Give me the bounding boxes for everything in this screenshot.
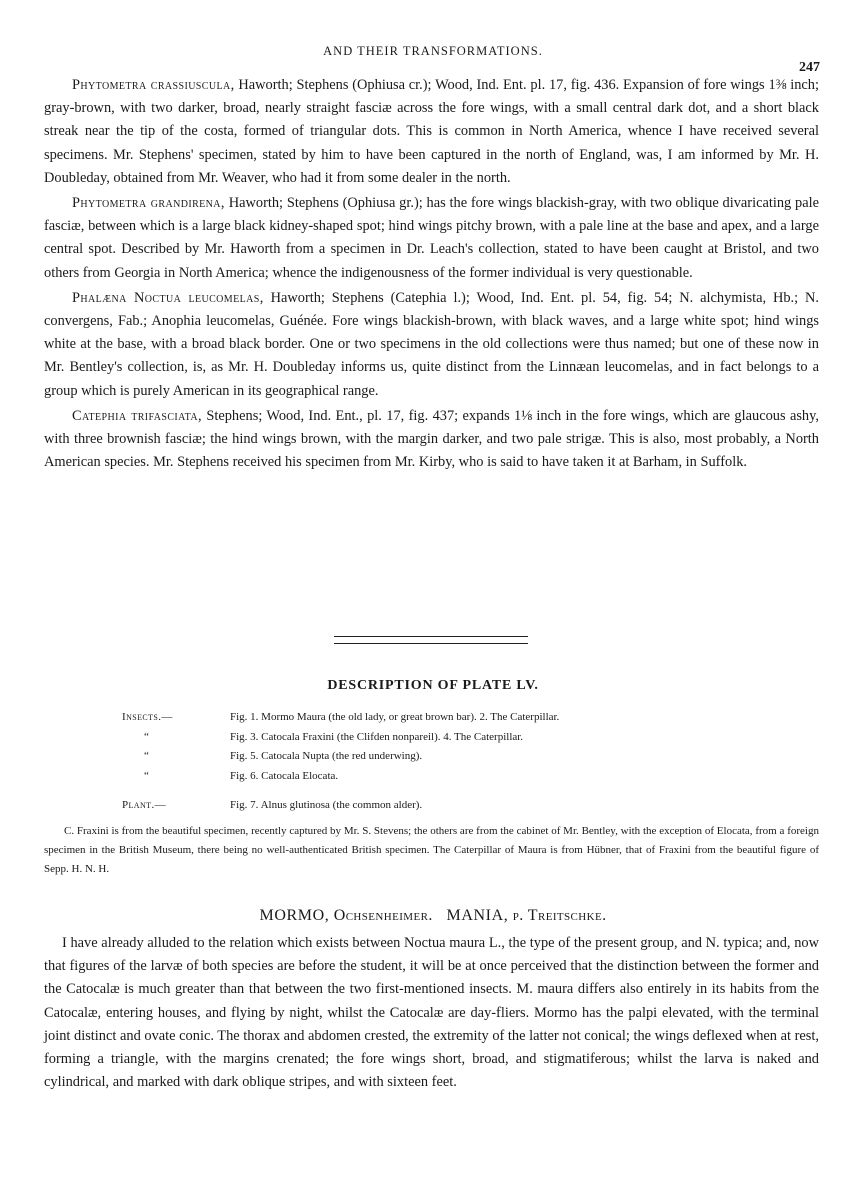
species-name: Phytometra crassiuscula, xyxy=(72,77,235,93)
plate-row-text: Fig. 1. Mormo Maura (the old lady, or great brown bar). 2. The Caterpillar. xyxy=(230,711,560,723)
plate-row xyxy=(122,767,782,787)
species-name: Catephia trifasciata, xyxy=(72,407,202,424)
plate-row-key: Plant.— xyxy=(122,799,166,811)
running-head: AND THEIR TRANSFORMATIONS. xyxy=(323,44,543,58)
plate-row xyxy=(122,708,782,728)
ditto-mark: “ xyxy=(144,769,149,782)
plate-row-text: Fig. 5. Catocala Nupta (the red underwing). xyxy=(230,750,423,762)
plate-title: DESCRIPTION OF PLATE LV. xyxy=(327,678,539,693)
species-description: Haworth; Stephens (Ophiusa cr.); Wood, Ind. Ent. pl. 17, fig. 436. Expansion of fore wings 1⅜ inch; gray-brown, with two darker, broad, nearly straight fasciæ across the fore wings, with a small central dark dot, and a short black streak near the tip of the costa, formed of triangular dots. This is common in North America, whence I have received several specimens. Mr. Stephens' specimen, stated by him to have been captured in the north of England, was, I am informed by Mr. H. Doubleday, obtained from Mr. Weaver, who had it from some dealer in the north. xyxy=(44,77,819,186)
plate-row xyxy=(122,728,782,748)
species-name: Phytometra grandirena, xyxy=(72,195,225,212)
plate-row-key: Insects.— xyxy=(122,711,173,723)
ditto-mark: “ xyxy=(144,730,149,743)
plate-row xyxy=(122,747,782,767)
plate-figure-list xyxy=(122,708,782,816)
double-rule-divider xyxy=(334,636,528,644)
plate-row-text: Fig. 3. Catocala Fraxini (the Clifden nonpareil). 4. The Caterpillar. xyxy=(230,730,524,743)
plate-row-text: Fig. 6. Catocala Elocata. xyxy=(230,769,339,782)
species-paragraph xyxy=(44,192,819,285)
species-paragraph xyxy=(44,74,819,190)
section-body: I have already alluded to the relation which exists between Noctua maura L., the type of the present group, and N. typica; and, now that figures of the larvæ of both species are before the student, it will be at once perceived that the distinction between the former and the Catocalæ is much greater than that between the two first-mentioned insects. M. maura differs also entirely in its habits from the Catocalæ, entering houses, and flying by night, whilst the Catocalæ are day-fliers. Mormo has the palpi elevated, with the terminal joint distinct and ovate conic. The thorax and abdomen crested, the extremity of the latter not conical; the wings deflexed when at rest, forming a triangle, with the margins crenated; the fore wings short, broad, and stigmatiferous; whilst the larva is naked and cylindrical, and marked with dark oblique stripes, and with sixteen feet. xyxy=(44,935,819,1091)
species-description: Haworth; Stephens (Catephia l.); Wood, Ind. Ent. pl. 54, fig. 54; N. alchymista, Hb.; N. convergens, Fab.; Anophia leucomelas, Guénée. Fore wings blackish-brown, with black waves, and a large white spot; hind wings white at the base, with a broad black border. One or two specimens in the old collections were thus named; but one of these now in Mr. Bentley's collection, is, as Mr. H. Doubleday informs us, quite distinct from the Linnæan leucomelas, and in fact belongs to a group which is purely American in its geographical range. xyxy=(44,289,819,399)
page-number: 247 xyxy=(799,60,820,75)
species-paragraph xyxy=(44,405,819,475)
plate-row-text: Fig. 7. Alnus glutinosa (the common alder). xyxy=(230,799,423,811)
plate-plant-row xyxy=(122,796,782,816)
genus-name: MANIA, xyxy=(446,907,509,924)
genus-name: MORMO, xyxy=(259,907,330,924)
plate-note: C. Fraxini is from the beautiful specimen, recently captured by Mr. S. Stevens; the others are from the cabinet of Mr. Bentley, with the exception of Elocata, from a foreign specimen in the British Museum, there being no well-authenticated British specimen. The Caterpillar of Maura is from Hübner, that of Fraxini from the beautiful figure of Sepp. H. N. H. xyxy=(44,825,819,875)
species-description: Haworth; Stephens (Ophiusa gr.); has the fore wings blackish-gray, with two oblique divaricating pale fasciæ, between which is a large black kidney-shaped spot; hind wings pitchy brown, with a pale line at the base and apex, and a large central spot. Described by Mr. Haworth from a specimen in Dr. Leach's collection, stated to have been caught at Bristol, and two others from Georgia in North America; whence the indigenousness of the former individual is very questionable. xyxy=(44,195,820,281)
species-paragraph xyxy=(44,287,819,403)
section-heading xyxy=(0,907,866,925)
species-name: Phalæna Noctua leucomelas, xyxy=(72,289,264,306)
species-descriptions xyxy=(44,74,819,476)
genus-author: p. Treitschke. xyxy=(508,907,607,924)
genus-author: Ochsenheimer. xyxy=(329,907,433,924)
species-description: Stephens; Wood, Ind. Ent., pl. 17, fig. 437; expands 1⅛ inch in the fore wings, which are glaucous ashy, with three brownish fasciæ; the hind wings brown, with the margin darker, and two pale strigæ. This is also, most probably, a North American species. Mr. Stephens received his specimen from Mr. Kirby, who is said to have taken it at Barham, in Suffolk. xyxy=(44,407,819,471)
ditto-mark: “ xyxy=(144,750,149,762)
